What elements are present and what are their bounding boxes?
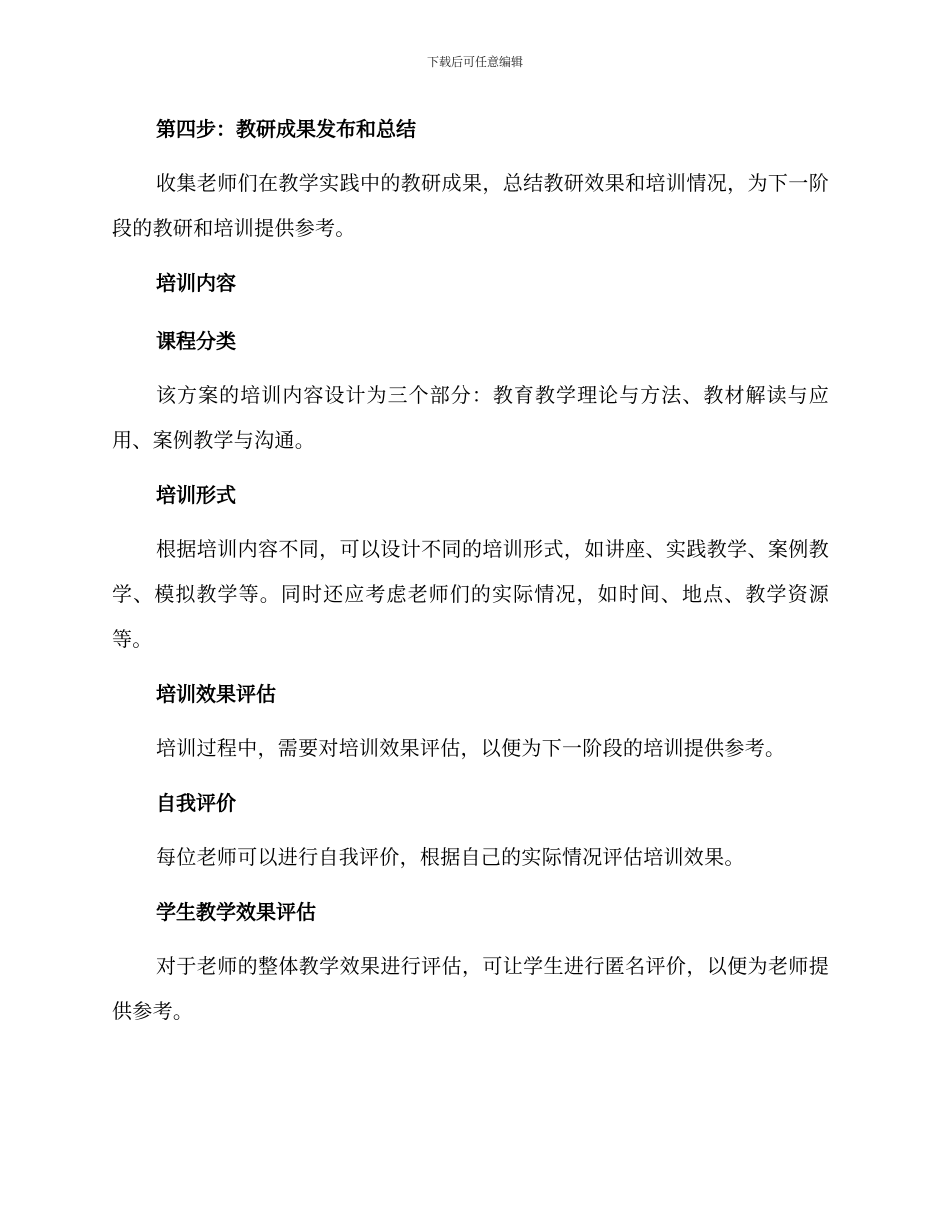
student-eval-paragraph: 对于老师的整体教学效果进行评估，可让学生进行匿名评价，以便为老师提供参考。: [112, 954, 829, 1023]
step4-heading: 第四步：教研成果发布和总结: [156, 117, 416, 141]
training-form-heading: 培训形式: [156, 483, 236, 507]
training-eval-heading: 培训效果评估: [156, 682, 276, 706]
training-eval-paragraph: 培训过程中，需要对培训效果评估，以便为下一阶段的培训提供参考。: [156, 736, 786, 760]
self-eval-paragraph: 每位老师可以进行自我评价，根据自己的实际情况评估培训效果。: [156, 845, 745, 869]
page-header: 下载后可任意编辑: [426, 55, 523, 69]
step4-paragraph: 收集老师们在教学实践中的教研成果，总结教研效果和培训情况，为下一阶段的教研和培训提供参考。: [112, 171, 829, 240]
course-category-paragraph: 该方案的培训内容设计为三个部分：教育教学理论与方法、教材解读与应用、案例教学与沟通。: [112, 383, 829, 452]
document-body: [112, 111, 829, 1034]
training-content-heading: 培训内容: [156, 271, 236, 295]
training-form-paragraph: 根据培训内容不同，可以设计不同的培训形式，如讲座、实践教学、案例教学、模拟教学等。同时还应考虑老师们的实际情况，如时间、地点、教学资源等。: [112, 537, 829, 651]
student-eval-heading: 学生教学效果评估: [156, 900, 316, 924]
self-eval-heading: 自我评价: [156, 791, 236, 815]
course-category-heading: 课程分类: [156, 329, 236, 353]
